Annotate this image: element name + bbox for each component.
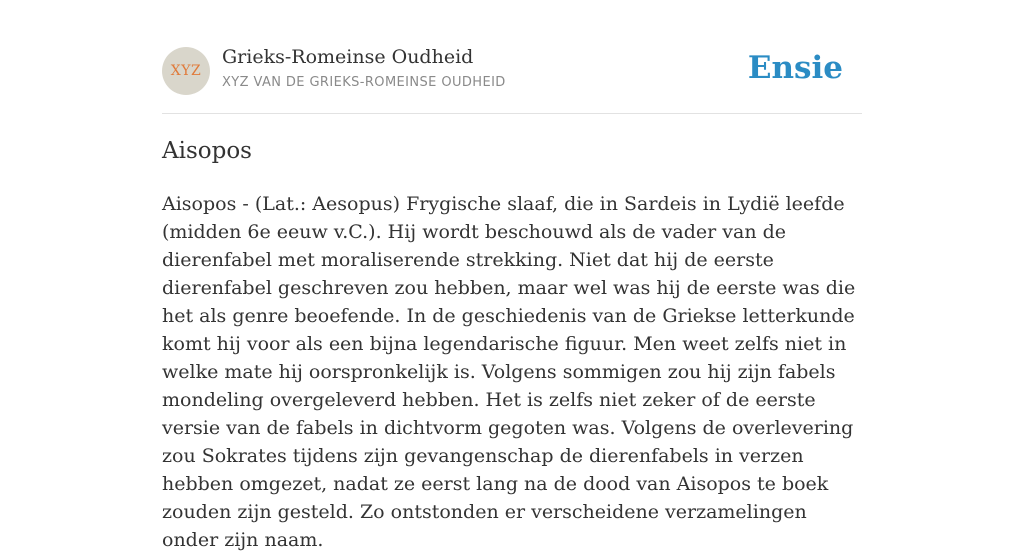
source-header bbox=[162, 46, 862, 96]
header-divider bbox=[162, 113, 862, 114]
source-avatar[interactable]: XYZ bbox=[162, 47, 210, 95]
source-title[interactable]: Grieks-Romeinse Oudheid bbox=[222, 46, 474, 68]
source-subtitle: XYZ VAN DE GRIEKS-ROMEINSE OUDHEID bbox=[222, 75, 506, 90]
brand-logo[interactable]: Ensie bbox=[747, 50, 843, 86]
entry-title: Aisopos bbox=[162, 138, 252, 164]
entry-body: Aisopos - (Lat.: Aesopus) Frygische slaaf, die in Sardeis in Lydië leefde (midden 6e eeuw v.C.). Hij wordt beschouwd als de vader van de dierenfabel met moraliserende strekking. Niet dat hij de eerste dierenfabel geschreven zou hebben, maar wel was hij de eerste was die het als genre beoefende. In de geschiedenis van de Griekse letterkunde komt hij voor als een bijna legendarische figuur. Men weet zelfs niet in welke mate hij oorspronkelijk is. Volgens sommigen zou hij zijn fabels mondeling overgeleverd hebben. Het is zelfs niet zeker of de eerste versie van de fabels in dichtvorm gegoten was. Volgens de overlevering zou Sokrates tijdens zijn gevangenschap de dierenfabels in verzen hebben omgezet, nadat ze eerst lang na de dood van Aisopos te boek zouden zijn gesteld. Zo ontstonden er verscheidene verzamelingen onder zijn naam. bbox=[162, 193, 856, 551]
